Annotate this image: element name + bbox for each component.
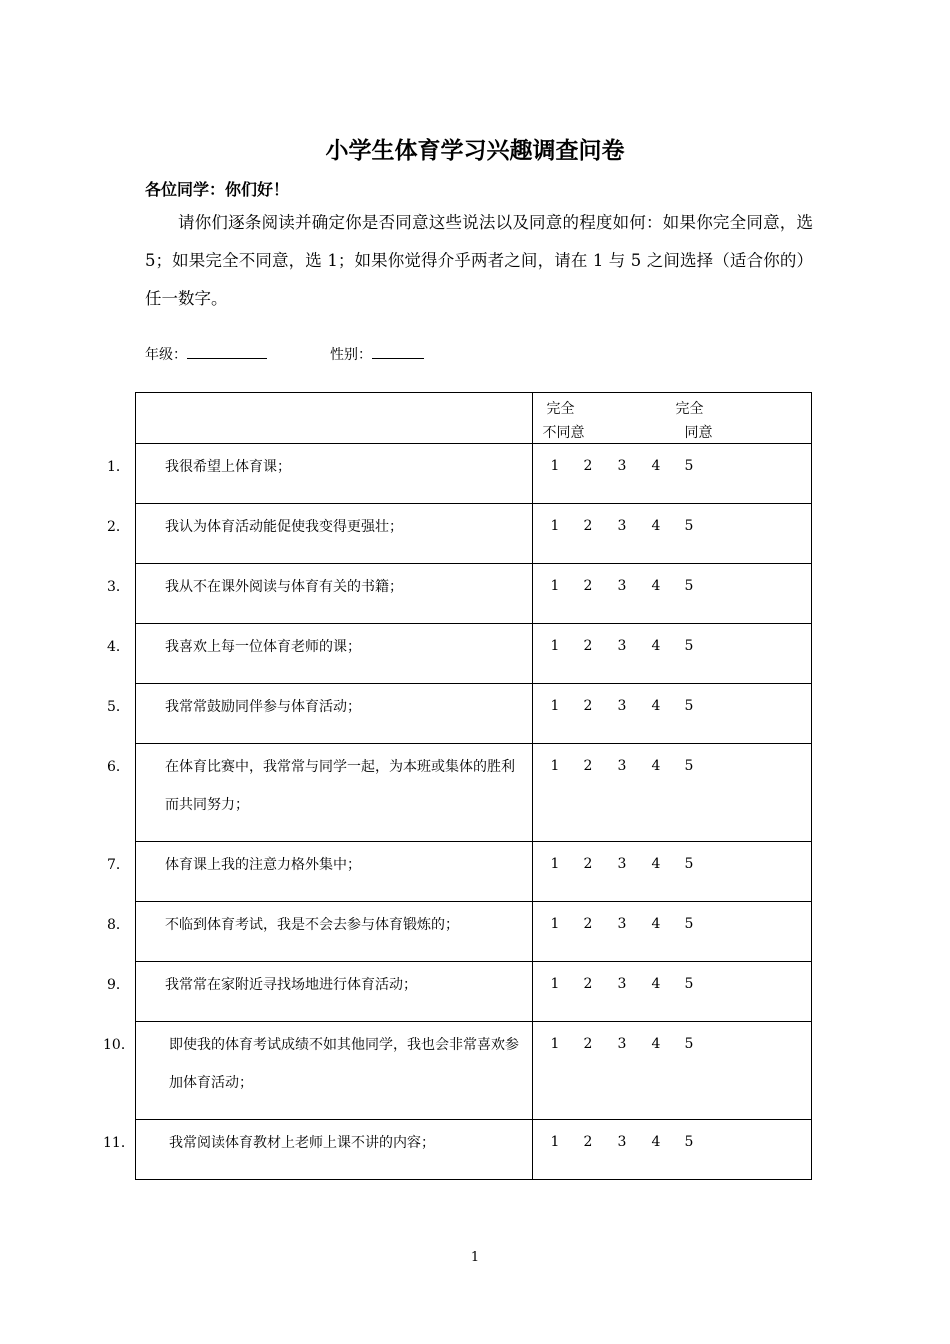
rating-option-5[interactable]: 5 xyxy=(684,1036,694,1052)
header-disagree-line2: 不同意 xyxy=(542,425,585,441)
question-row xyxy=(136,842,812,902)
rating-option-5[interactable]: 5 xyxy=(684,1134,694,1150)
question-number: 1． xyxy=(107,459,130,475)
question-statement: 我从不在课外阅读与体育有关的书籍； xyxy=(165,579,403,595)
rating-option-4[interactable]: 4 xyxy=(651,758,661,774)
rating-option-4[interactable]: 4 xyxy=(651,1036,661,1052)
question-statement: 我认为体育活动能促使我变得更强壮； xyxy=(165,519,403,535)
question-number: 2． xyxy=(107,519,130,535)
rating-option-1[interactable]: 1 xyxy=(550,1036,560,1052)
question-cell xyxy=(103,1120,533,1180)
rating-cell xyxy=(533,564,812,624)
rating-option-3[interactable]: 3 xyxy=(617,856,627,872)
question-cell xyxy=(107,624,533,684)
rating-option-5[interactable]: 5 xyxy=(684,976,694,992)
rating-option-1[interactable]: 1 xyxy=(550,856,560,872)
rating-option-2[interactable]: 2 xyxy=(583,758,593,774)
page-title: 小学生体育学习兴趣调查问卷 xyxy=(325,138,625,164)
question-number: 7． xyxy=(107,857,130,873)
rating-scale xyxy=(533,684,811,724)
question-text xyxy=(103,1014,532,1102)
rating-option-1[interactable]: 1 xyxy=(550,758,560,774)
rating-option-4[interactable]: 4 xyxy=(651,638,661,654)
grade-label: 年级： xyxy=(145,347,187,363)
question-text xyxy=(107,894,532,944)
rating-cell xyxy=(533,744,812,842)
question-cell xyxy=(103,1022,533,1120)
rating-scale xyxy=(533,744,811,784)
rating-option-2[interactable]: 2 xyxy=(583,458,593,474)
header-agree-line1: 完全 xyxy=(675,401,704,417)
rating-option-3[interactable]: 3 xyxy=(617,758,627,774)
rating-scale xyxy=(533,842,811,882)
question-row xyxy=(136,962,812,1022)
rating-scale xyxy=(533,504,811,544)
rating-option-1[interactable]: 1 xyxy=(550,698,560,714)
rating-option-4[interactable]: 4 xyxy=(651,518,661,534)
question-cell xyxy=(107,564,533,624)
question-text xyxy=(107,556,532,606)
rating-scale xyxy=(533,1120,811,1160)
rating-option-4[interactable]: 4 xyxy=(651,916,661,932)
rating-scale xyxy=(533,444,811,484)
page-number: 1 xyxy=(470,1250,480,1265)
rating-option-4[interactable]: 4 xyxy=(651,458,661,474)
question-row xyxy=(136,564,812,624)
rating-option-3[interactable]: 3 xyxy=(617,1134,627,1150)
rating-cell xyxy=(533,444,812,504)
rating-cell xyxy=(533,902,812,962)
question-statement: 在体育比赛中，我常常与同学一起，为本班或集体的胜利而共同努力； xyxy=(165,759,515,813)
header-scale-cell xyxy=(533,393,812,444)
gender-label: 性别： xyxy=(330,347,372,363)
rating-scale xyxy=(533,564,811,604)
survey-table xyxy=(103,392,812,1180)
rating-cell xyxy=(533,624,812,684)
gender-blank[interactable] xyxy=(372,344,424,359)
rating-option-2[interactable]: 2 xyxy=(583,698,593,714)
grade-field xyxy=(145,344,267,364)
rating-option-2[interactable]: 2 xyxy=(583,1134,593,1150)
question-cell xyxy=(107,744,533,842)
rating-option-3[interactable]: 3 xyxy=(617,458,627,474)
rating-cell xyxy=(533,684,812,744)
rating-scale xyxy=(533,1022,811,1062)
question-row xyxy=(136,1022,812,1120)
question-row xyxy=(136,624,812,684)
question-row xyxy=(136,744,812,842)
question-statement: 我喜欢上每一位体育老师的课； xyxy=(165,639,361,655)
question-statement: 不临到体育考试，我是不会去参与体育锻炼的； xyxy=(165,917,459,933)
instructions-paragraph: 请你们逐条阅读并确定你是否同意这些说法以及同意的程度如何：如果你完全同意，选 5；如果完全不同意，选 1；如果你觉得介乎两者之间，请在 1 与 5 之间选择（适合你的）任一数字。 xyxy=(145,213,813,308)
rating-option-2[interactable]: 2 xyxy=(583,638,593,654)
question-cell xyxy=(107,684,533,744)
question-cell xyxy=(107,902,533,962)
rating-cell xyxy=(533,504,812,564)
question-statement: 我常常在家附近寻找场地进行体育活动； xyxy=(165,977,417,993)
question-text xyxy=(107,736,532,824)
question-row xyxy=(136,444,812,504)
question-statement: 我很希望上体育课； xyxy=(165,459,291,475)
question-row xyxy=(136,684,812,744)
rating-option-2[interactable]: 2 xyxy=(583,518,593,534)
rating-option-2[interactable]: 2 xyxy=(583,1036,593,1052)
question-number: 6． xyxy=(107,759,130,775)
question-text xyxy=(107,616,532,666)
gender-field xyxy=(330,344,424,364)
question-statement: 我常阅读体育教材上老师上课不讲的内容； xyxy=(169,1135,435,1151)
question-text xyxy=(107,676,532,726)
rating-scale xyxy=(533,624,811,664)
rating-option-5[interactable]: 5 xyxy=(684,518,694,534)
grade-blank[interactable] xyxy=(187,344,267,359)
header-disagree-line1: 完全 xyxy=(546,401,575,417)
rating-option-2[interactable]: 2 xyxy=(583,578,593,594)
rating-option-3[interactable]: 3 xyxy=(617,916,627,932)
question-number: 10． xyxy=(103,1037,135,1053)
rating-option-2[interactable]: 2 xyxy=(583,976,593,992)
question-cell xyxy=(107,444,533,504)
rating-option-2[interactable]: 2 xyxy=(583,916,593,932)
rating-option-1[interactable]: 1 xyxy=(550,976,560,992)
question-row xyxy=(136,1120,812,1180)
rating-cell xyxy=(533,962,812,1022)
question-number: 5． xyxy=(107,699,130,715)
rating-option-1[interactable]: 1 xyxy=(550,638,560,654)
question-number: 4． xyxy=(107,639,130,655)
greeting: 各位同学：你们好！ xyxy=(145,180,290,199)
question-text xyxy=(107,436,532,486)
rating-option-5[interactable]: 5 xyxy=(684,578,694,594)
question-text xyxy=(107,834,532,884)
question-statement: 我常常鼓励同伴参与体育活动； xyxy=(165,699,361,715)
rating-option-4[interactable]: 4 xyxy=(651,976,661,992)
question-number: 9． xyxy=(107,977,130,993)
rating-option-3[interactable]: 3 xyxy=(617,578,627,594)
rating-option-1[interactable]: 1 xyxy=(550,518,560,534)
rating-option-5[interactable]: 5 xyxy=(684,698,694,714)
header-agree-line2: 同意 xyxy=(684,425,713,441)
rating-option-2[interactable]: 2 xyxy=(583,856,593,872)
question-number: 8． xyxy=(107,917,130,933)
rating-option-5[interactable]: 5 xyxy=(684,856,694,872)
rating-option-4[interactable]: 4 xyxy=(651,578,661,594)
rating-cell xyxy=(533,842,812,902)
question-text xyxy=(103,1112,532,1162)
question-number: 11． xyxy=(103,1135,135,1151)
question-cell xyxy=(107,962,533,1022)
question-text xyxy=(107,496,532,546)
question-number: 3． xyxy=(107,579,130,595)
rating-option-3[interactable]: 3 xyxy=(617,1036,627,1052)
rating-option-5[interactable]: 5 xyxy=(684,758,694,774)
rating-scale xyxy=(533,962,811,1002)
rating-option-1[interactable]: 1 xyxy=(550,458,560,474)
question-text xyxy=(107,954,532,1004)
question-statement: 体育课上我的注意力格外集中； xyxy=(165,857,361,873)
rating-cell xyxy=(533,1120,812,1180)
rating-option-1[interactable]: 1 xyxy=(550,1134,560,1150)
question-row xyxy=(136,902,812,962)
question-cell xyxy=(107,504,533,564)
rating-option-4[interactable]: 4 xyxy=(651,1134,661,1150)
rating-option-3[interactable]: 3 xyxy=(617,638,627,654)
rating-option-4[interactable]: 4 xyxy=(651,856,661,872)
question-row xyxy=(136,504,812,564)
question-cell xyxy=(107,842,533,902)
rating-cell xyxy=(533,1022,812,1120)
rating-option-5[interactable]: 5 xyxy=(684,458,694,474)
rating-option-1[interactable]: 1 xyxy=(550,916,560,932)
rating-option-5[interactable]: 5 xyxy=(684,638,694,654)
question-statement: 即使我的体育考试成绩不如其他同学，我也会非常喜欢参加体育活动； xyxy=(169,1037,519,1091)
rating-scale xyxy=(533,902,811,942)
rating-option-3[interactable]: 3 xyxy=(617,976,627,992)
rating-option-4[interactable]: 4 xyxy=(651,698,661,714)
rating-option-5[interactable]: 5 xyxy=(684,916,694,932)
rating-option-1[interactable]: 1 xyxy=(550,578,560,594)
rating-option-3[interactable]: 3 xyxy=(617,698,627,714)
rating-option-3[interactable]: 3 xyxy=(617,518,627,534)
